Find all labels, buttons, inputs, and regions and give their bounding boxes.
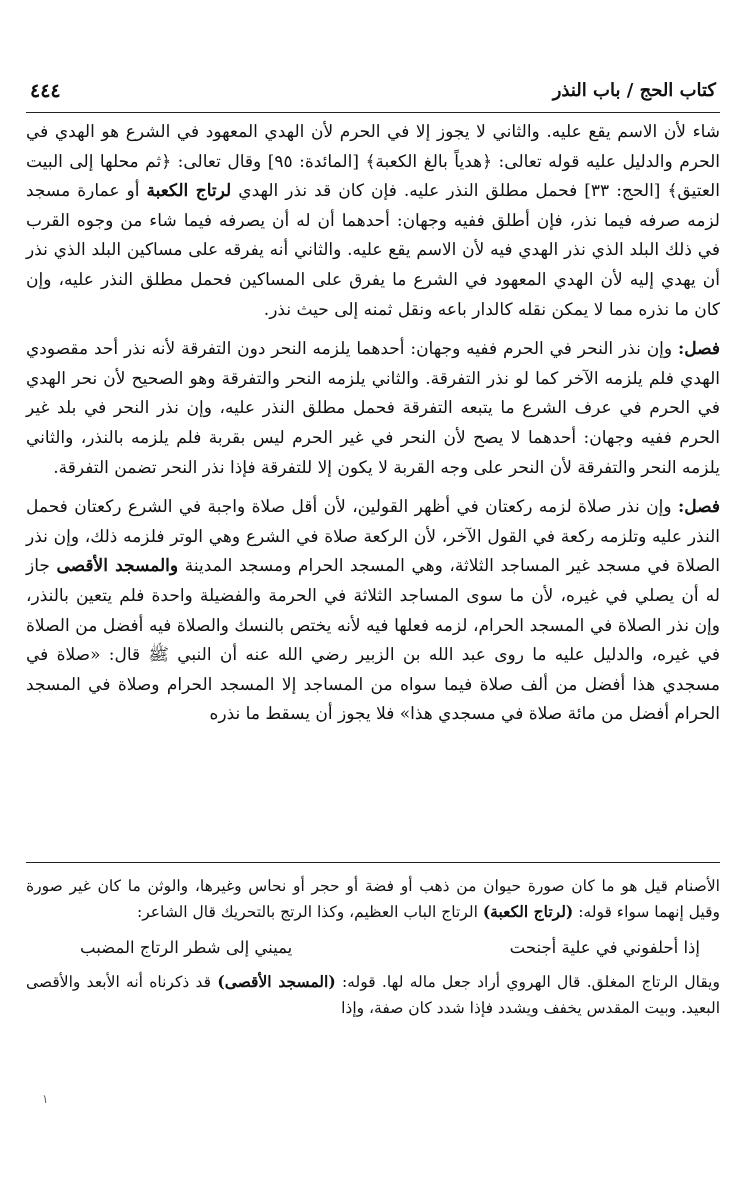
paragraph bbox=[26, 118, 720, 325]
running-title: كتاب الحج / باب النذر bbox=[552, 80, 716, 101]
text-run: الأصنام قيل هو ما كان صورة حيوان من ذهب أو فضة أو حجر أو نحاس وغيرها، والوثن ما كان غير صورة وقيل إنهما سواء قوله: bbox=[26, 877, 720, 921]
text-run: ويقال الرتاج المغلق. قال الهروي أراد جعل ماله لها. قوله: bbox=[335, 973, 720, 991]
footnote-paragraph bbox=[26, 873, 720, 925]
verse-first-hemistich: إذا أحلفوني في علية أجنحت bbox=[509, 938, 700, 957]
text-run: وإن نذر صلاة لزمه ركعتان في أظهر القولين، لأن أقل صلاة واجبة في الشرع ركعتان فحمل النذر عليه وتلزمه ركعة في القول الآخر، لأن الركعة صلاة في الشرع وهي الوتر فلزمه ذلك، وإن نذر الصلاة في مسجد غير المساجد الثلاثة، وهي المسجد الحرام ومسجد المدينة bbox=[26, 497, 720, 577]
text-run: وإن نذر النحر في الحرم ففيه وجهان: أحدهما يلزمه النحر دون التفرقة لأنه نذر أحد مقصودي الهدي فلم يلزمه الآخر كما لو نذر التفرقة. والثاني يلزمه النحر والتفرقة وهو الصحيح لأن نحر الهدي في الحرم في عرف الشرع ما يتبعه التفرقة فحمل مطلق النذر عليه، وإن نذر النحر في بلد غير الحرم ففيه وجهان: أحدهما لا يصح لأن النحر في غير الحرم ليس بقربة فلم يلزمه بالنذر، والثاني يلزمه النحر والتفرقة لأن النحر على وجه القربة لا يكون إلا للتفرقة فإذا نذر النحر تضمن التفرقة. bbox=[26, 339, 720, 478]
main-text bbox=[26, 118, 720, 730]
text-run: أو عمارة مسجد لزمه صرفه فيما نذر، فإن أطلق ففيه وجهان: أحدهما أن له أن يصرفه فيما شاء من وجوه القرب في ذلك البلد الذي نذر الهدي فيه لأن الاسم يقع عليه. والثاني أنه يفرقه على مساكين البلد الذي نذر أن يهدي إليه لأن الهدي المعهود في الشرع ما يفرق على المساكين فحمل مطلق النذر عليه، وإن كان ما نذره مما لا يمكن نقله كالدار باعه ونقل ثمنه إلى حيث نذر. bbox=[26, 181, 720, 320]
bold-term: فصل: bbox=[677, 339, 720, 360]
footnote-divider bbox=[26, 862, 720, 863]
page-number: ٤٤٤ bbox=[30, 80, 61, 102]
paragraph bbox=[26, 335, 720, 483]
bold-term: لرتاج الكعبة bbox=[146, 181, 232, 202]
corner-mark: ١ bbox=[42, 1092, 49, 1106]
text-run: جاز له أن يصلي في غيره، لأن ما سوى المساجد الثلاثة في الحرمة والفضيلة واحدة فلم يتعين بالنذر، وإن نذر الصلاة في المسجد الحرام، لزمه فعلها فيه لأنه يختص بالنسك والصلاة فيه أفضل من الصلاة في غيره، والدليل عليه ما روى عبد الله بن الزبير رضي الله عنه أن النبي ﷺ قال: «صلاة في مسجدي هذا أفضل من ألف صلاة فيما سواه من المساجد إلا المسجد الحرام وصلاة في المسجد الحرام أفضل من مائة صلاة في مسجدي هذا» فلا يجوز أن يسقط ما نذره bbox=[26, 556, 720, 725]
bold-term: فصل: bbox=[677, 497, 720, 518]
verse-second-hemistich: يميني إلى شطر الرتاج المضبب bbox=[80, 938, 293, 957]
text-run: قد ذكرناه أنه الأبعد والأقصى البعيد. وبيت المقدس يخفف ويشدد فإذا شدد كان صفة، وإذا bbox=[26, 973, 720, 1017]
text-run: شاء لأن الاسم يقع عليه. والثاني لا يجوز إلا في الحرم لأن الهدي المعهود في الشرع هو الهدي في الحرم والدليل عليه قوله تعالى: ﴿هدياً بالغ الكعبة﴾ [المائدة: ٩٥] وقال تعالى: ﴿ثم محلها إلى البيت العتيق﴾ [الحج: ٣٣] فحمل مطلق النذر عليه. فإن كان قد نذر الهدي bbox=[26, 122, 720, 202]
bold-term: (المسجد الأقصى) bbox=[217, 972, 336, 991]
footnotes bbox=[26, 873, 720, 1021]
bold-term: والمسجد الأقصى bbox=[56, 556, 179, 577]
bold-term: (لرتاج الكعبة) bbox=[482, 902, 574, 921]
poetry-verse bbox=[80, 935, 700, 961]
footnote-paragraph bbox=[26, 969, 720, 1021]
paragraph bbox=[26, 493, 720, 730]
page-header bbox=[26, 72, 720, 113]
text-run: الرتاج الباب العظيم، وكذا الرتج بالتحريك قال الشاعر: bbox=[136, 903, 483, 921]
